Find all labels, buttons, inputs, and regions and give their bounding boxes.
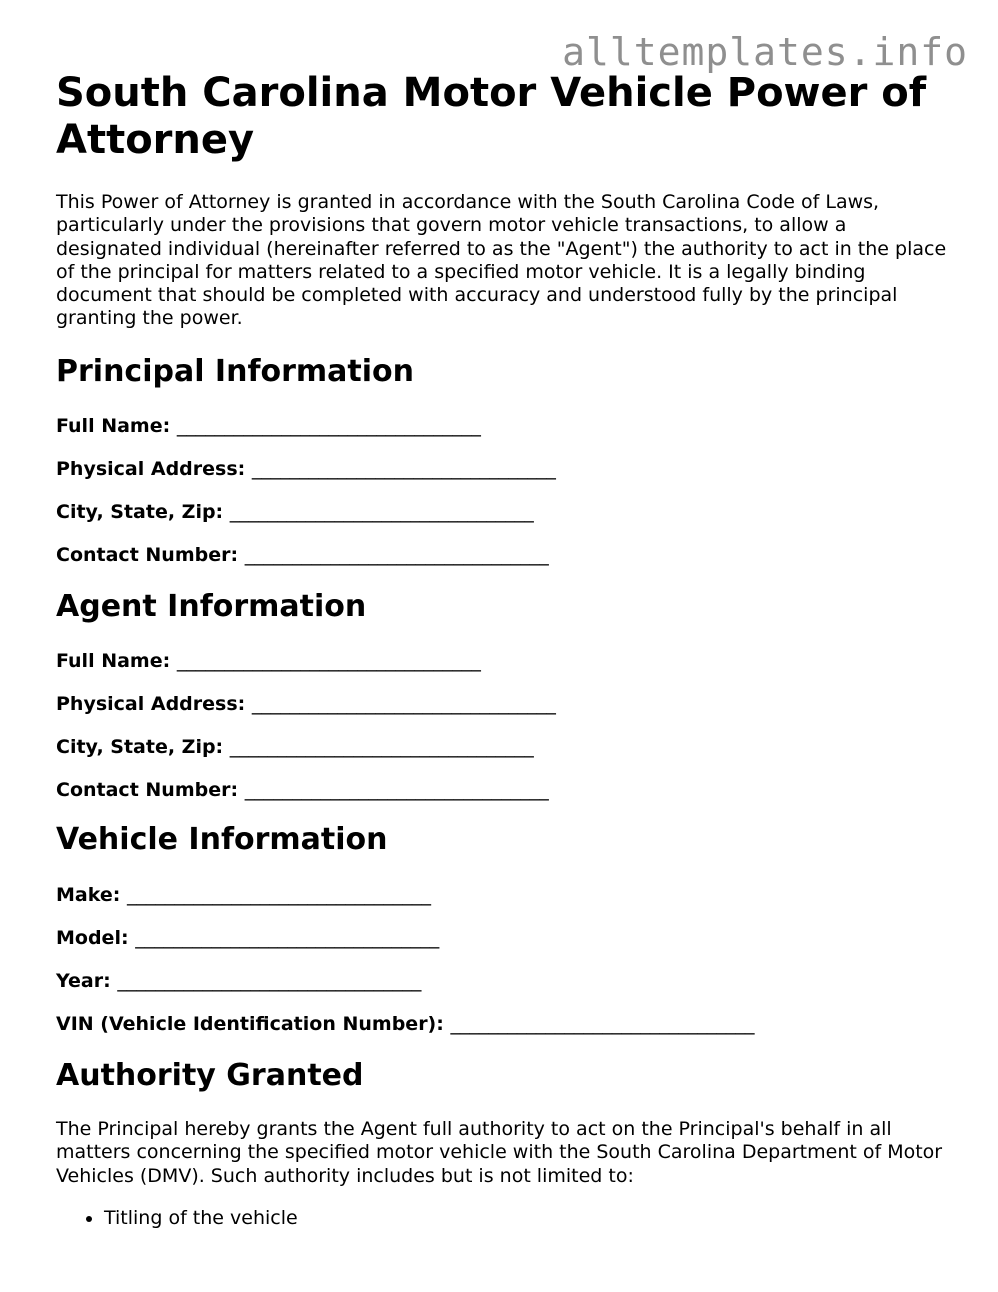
blank-line[interactable]: ________________________________ [117, 970, 422, 992]
field-label: Model: [56, 927, 129, 949]
agent-physical-address-field[interactable] [56, 692, 556, 716]
vehicle-year-field[interactable] [56, 969, 421, 993]
agent-full-name-field[interactable] [56, 649, 481, 673]
authority-heading: Authority Granted [56, 1058, 364, 1093]
principal-contact-number-field[interactable] [56, 543, 549, 567]
blank-line[interactable]: ________________________________ [229, 501, 534, 523]
blank-line[interactable]: ________________________________ [126, 884, 431, 906]
blank-line[interactable]: ________________________________ [251, 693, 556, 715]
principal-full-name-field[interactable] [56, 414, 481, 438]
blank-line[interactable]: ________________________________ [176, 650, 481, 672]
vehicle-heading: Vehicle Information [56, 822, 388, 857]
blank-line[interactable]: ________________________________ [244, 544, 549, 566]
vehicle-model-field[interactable] [56, 926, 439, 950]
blank-line[interactable]: ________________________________ [135, 927, 440, 949]
field-label: Make: [56, 884, 121, 906]
field-label: Physical Address: [56, 458, 246, 480]
field-label: VIN (Vehicle Identification Number): [56, 1013, 444, 1035]
blank-line[interactable]: ________________________________ [450, 1013, 755, 1035]
principal-city-state-zip-field[interactable] [56, 500, 534, 524]
field-label: Contact Number: [56, 779, 239, 801]
page-title: South Carolina Motor Vehicle Power of Attorney [56, 70, 927, 163]
blank-line[interactable]: ________________________________ [244, 779, 549, 801]
field-label: Contact Number: [56, 544, 239, 566]
blank-line[interactable]: ________________________________ [229, 736, 534, 758]
agent-contact-number-field[interactable] [56, 778, 549, 802]
principal-physical-address-field[interactable] [56, 457, 556, 481]
list-item: • Titling of the vehicle [104, 1206, 298, 1230]
field-label: Year: [56, 970, 111, 992]
intro-paragraph: This Power of Attorney is granted in accordance with the South Carolina Code of Laws, particularly under the provisions that govern motor vehicle transactions, to allow a designated individual (hereinafter referred to as the "Agent") the authority to act in the place of the principal for matters related to a specified motor vehicle. It is a legally binding document that should be completed with accuracy and understood fully by the principal granting the power. [56, 191, 947, 330]
blank-line[interactable]: ________________________________ [176, 415, 481, 437]
agent-city-state-zip-field[interactable] [56, 735, 534, 759]
authority-paragraph: The Principal hereby grants the Agent full authority to act on the Principal's behalf in all matters concerning the specified motor vehicle with the South Carolina Department of Motor Vehicles (DMV). Such authority includes but is not limited to: [56, 1118, 943, 1187]
field-label: Full Name: [56, 650, 171, 672]
principal-heading: Principal Information [56, 354, 415, 389]
watermark: alltemplates.info [562, 30, 968, 74]
field-label: City, State, Zip: [56, 501, 224, 523]
vehicle-make-field[interactable] [56, 883, 431, 907]
blank-line[interactable]: ________________________________ [251, 458, 556, 480]
field-label: Full Name: [56, 415, 171, 437]
vehicle-vin-field[interactable] [56, 1012, 754, 1036]
authority-list [56, 1206, 298, 1230]
field-label: City, State, Zip: [56, 736, 224, 758]
agent-heading: Agent Information [56, 589, 367, 624]
field-label: Physical Address: [56, 693, 246, 715]
